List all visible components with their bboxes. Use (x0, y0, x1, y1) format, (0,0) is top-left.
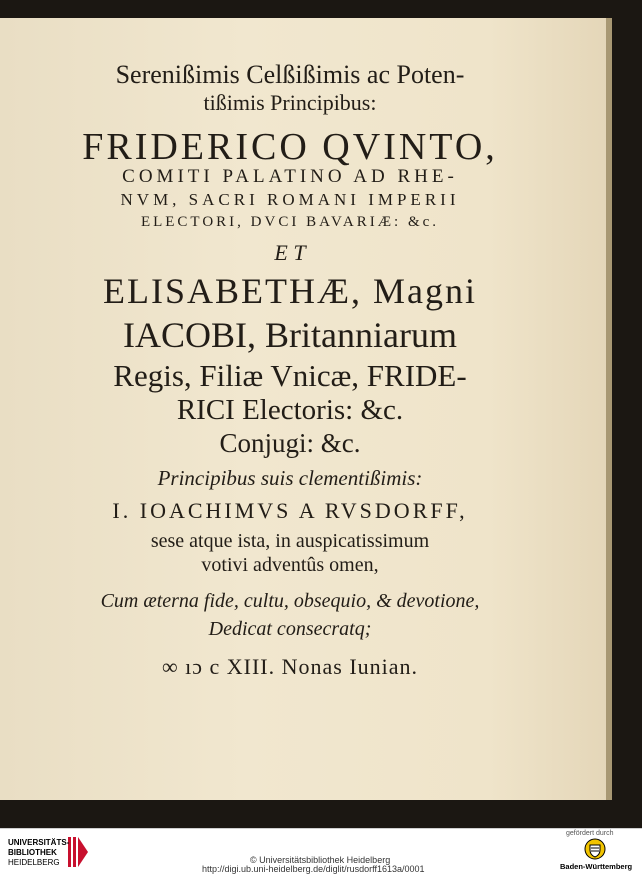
addressee-title-2: NVM, SACRI ROMANI IMPERII (120, 190, 460, 209)
second-addressee-line-5: Conjugi: &c. (219, 428, 361, 458)
date-line: ∞ ıɔ c XIII. Nonas Iunian. (161, 654, 419, 679)
dedication-line-1: Serenißimis Celßißimis ac Poten- (115, 60, 465, 89)
dedication-text-1: sese atque ista, in auspicatissimum (150, 530, 430, 552)
logo-text-1: UNIVERSITÄTS- (8, 838, 70, 847)
funder-name: Baden-Württemberg (560, 862, 633, 871)
addressee-title-1: COMITI PALATINO AD RHE- (122, 166, 458, 187)
copyright-text: © Universitätsbibliothek Heidelberg (250, 855, 391, 865)
funded-by-label: gefördert durch (566, 830, 614, 837)
permalink-url[interactable]: http://digi.ub.uni-heidelberg.de/diglit/rusdorff1613a/0001 (202, 864, 425, 874)
second-addressee-line-3: Regis, Filiæ Vnicæ, FRIDE- (113, 358, 467, 393)
logo-text-2: BIBLIOTHEK (8, 848, 57, 857)
library-emblem-icon (68, 837, 88, 867)
dedication-line-2: tißimis Principibus: (203, 90, 377, 115)
baden-wuerttemberg-crest-icon (584, 838, 606, 860)
conjunction-et: E T (274, 240, 306, 265)
second-addressee-name: ELISABETHÆ, Magni (103, 271, 477, 311)
second-addressee-line-4: RICI Electoris: &c. (176, 394, 404, 426)
author-name: I. IOACHIMVS A RVSDORFF, (112, 498, 468, 523)
page-edge (606, 18, 612, 800)
logo-text-3: HEIDELBERG (8, 858, 60, 867)
dedication-text-2: votivi adventûs omen, (201, 554, 379, 576)
principibus-line: Principibus suis clementißimis: (157, 466, 423, 490)
second-addressee-line-2: IACOBI, Britanniarum (123, 315, 457, 355)
dedication-text-4: Dedicat consecratq; (208, 618, 372, 640)
dedication-text-3: Cum æterna fide, cultu, obsequio, & devotione, (100, 590, 480, 612)
addressee-title-3: ELECTORI, DVCI BAVARIÆ: &c. (140, 214, 440, 230)
addressee-name: FRIDERICO QVINTO, (82, 126, 498, 168)
